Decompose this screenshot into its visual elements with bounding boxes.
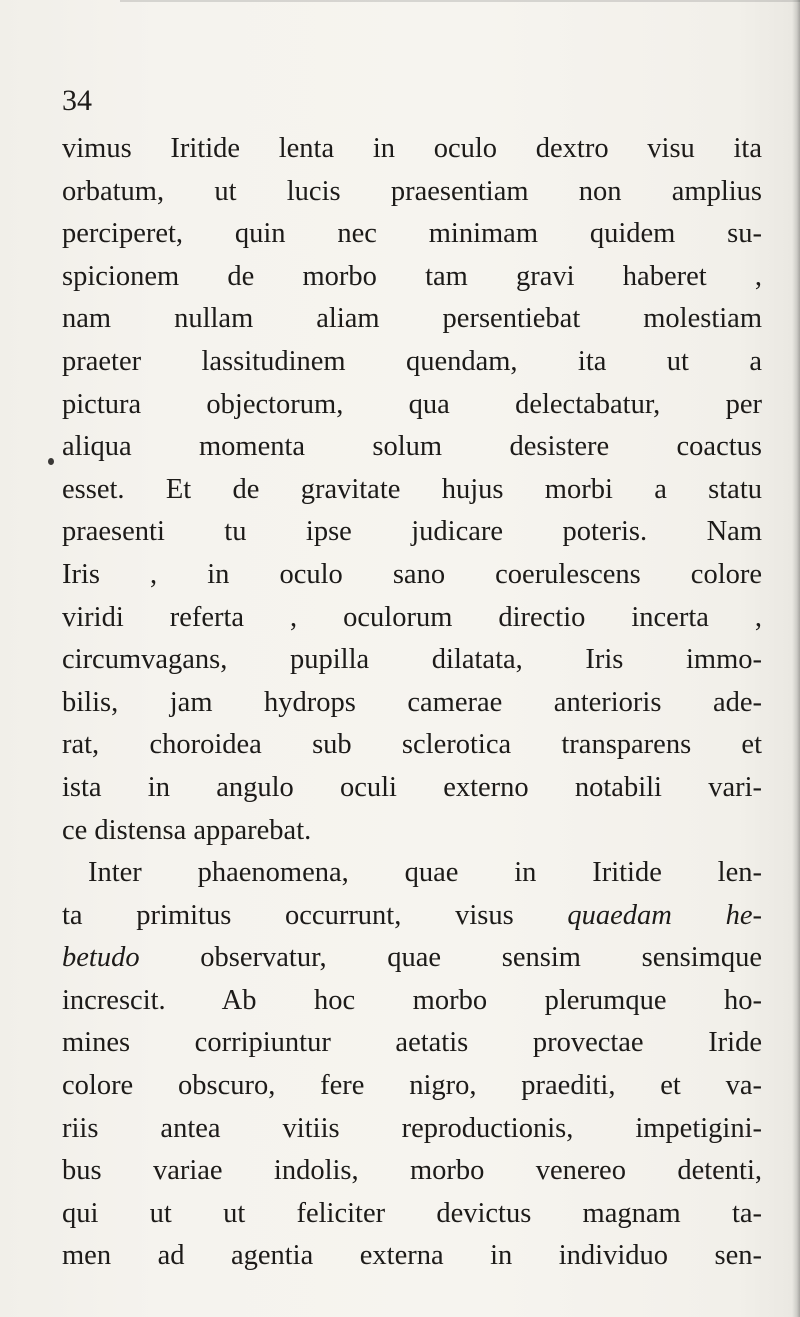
text-line: praeter lassitudinem quendam, ita ut a xyxy=(62,345,762,377)
text-line: spicionem de morbo tam gravi haberet , xyxy=(62,260,762,292)
text-line: rat, choroidea sub sclerotica transparens et xyxy=(62,729,762,761)
text-line: riis antea vitiis reproductionis, impetigini- xyxy=(62,1112,762,1144)
text-line: esset. Et de gravitate hujus morbi a statu xyxy=(62,473,762,505)
page-top-edge xyxy=(120,0,800,2)
text-line xyxy=(62,895,762,938)
text-line: increscit. Ab hoc morbo plerumque ho- xyxy=(62,984,762,1016)
text-line: qui ut ut feliciter devictus magnam ta- xyxy=(62,1197,762,1229)
text-line: perciperet, quin nec minimam quidem su- xyxy=(62,218,762,250)
text-line: men ad agentia externa in individuo sen- xyxy=(62,1240,762,1272)
italic-text: betudo xyxy=(62,942,140,974)
text-line: colore obscuro, fere nigro, praediti, et va- xyxy=(62,1070,762,1102)
body-text xyxy=(62,128,762,1278)
text-line: circumvagans, pupilla dilatata, Iris immo- xyxy=(62,644,762,676)
text-line: bilis, jam hydrops camerae anterioris ade- xyxy=(62,686,762,718)
page-number: 34 xyxy=(62,84,92,117)
text-line: aliqua momenta solum desistere coactus xyxy=(62,431,762,463)
text-line: Iris , in oculo sano coerulescens colore xyxy=(62,558,762,590)
text-line-paragraph-end: ce distensa apparebat. xyxy=(62,814,312,846)
page-right-edge-shadow xyxy=(792,0,800,1317)
italic-text: quaedam he- xyxy=(567,899,763,931)
text-line: orbatum, ut lucis praesentiam non amplius xyxy=(62,175,762,207)
text-line: ista in angulo oculi externo notabili vari- xyxy=(62,771,762,803)
text-line: praesenti tu ipse judicare poteris. Nam xyxy=(62,516,762,548)
text-line: viridi referta , oculorum directio incerta , xyxy=(62,601,762,633)
ink-speck xyxy=(48,458,54,465)
text-span: ta primitus occurrunt, visus xyxy=(62,899,568,931)
text-line: pictura objectorum, qua delectabatur, per xyxy=(62,388,762,420)
text-line-paragraph-start: Inter phaenomena, quae in Iritide len- xyxy=(88,857,762,889)
text-line xyxy=(62,937,762,980)
text-span: observatur, quae sensim sensimque xyxy=(139,942,762,974)
text-line: mines corripiuntur aetatis provectae Iride xyxy=(62,1027,762,1059)
text-line: nam nullam aliam persentiebat molestiam xyxy=(62,303,762,335)
text-line: vimus Iritide lenta in oculo dextro visu ita xyxy=(62,133,762,164)
text-line: bus variae indolis, morbo venereo detenti, xyxy=(62,1155,762,1187)
